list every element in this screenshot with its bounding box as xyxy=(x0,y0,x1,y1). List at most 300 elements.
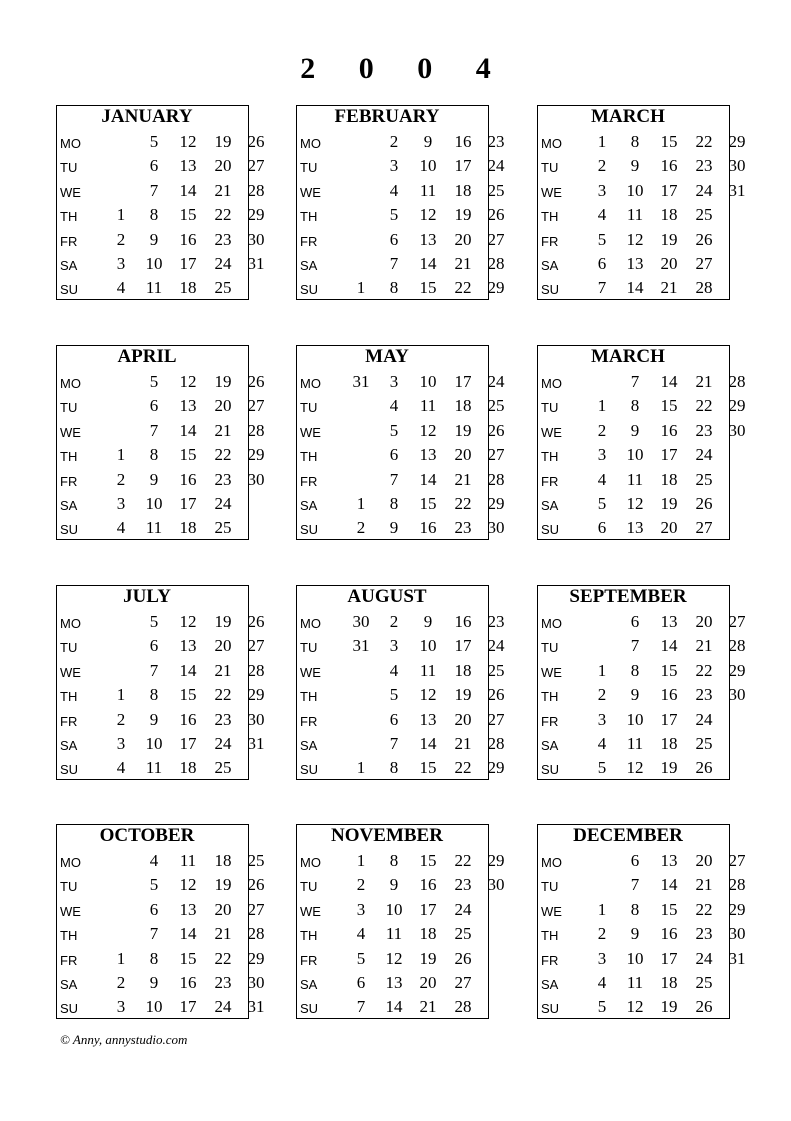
date-cell: 4 xyxy=(597,973,607,992)
date-cell: 4 xyxy=(356,924,366,944)
date-cell: 2 xyxy=(356,875,366,895)
week-day-row xyxy=(541,899,746,923)
weekday-label: MO xyxy=(541,855,562,870)
weekday-label: MO xyxy=(541,136,562,151)
date-cell: 1 xyxy=(116,685,126,705)
weekday-label: FR xyxy=(300,952,318,968)
date-cell: 3 xyxy=(389,636,399,656)
date-cell: 14 xyxy=(419,469,437,489)
date-cell: 18 xyxy=(179,518,197,538)
date-cell: 10 xyxy=(145,734,163,753)
week-day-row xyxy=(60,757,248,781)
week-day-row xyxy=(300,757,505,781)
week-day-row xyxy=(60,180,265,204)
date-cell: 23 xyxy=(487,132,505,151)
weekday-label: TH xyxy=(60,689,78,705)
weekday-label: SU xyxy=(300,282,319,298)
date-cell: 9 xyxy=(630,420,640,440)
date-cell: 22 xyxy=(454,758,472,778)
date-cell: 9 xyxy=(423,612,433,631)
date-cell: 10 xyxy=(145,997,163,1017)
week-day-row xyxy=(60,229,265,253)
weekday-label: SA xyxy=(541,258,559,273)
date-cell: 18 xyxy=(419,924,437,944)
weekday-label: SU xyxy=(300,762,319,778)
date-cell: 7 xyxy=(389,734,399,753)
date-cell: 23 xyxy=(695,420,713,440)
date-cell: 3 xyxy=(116,997,126,1017)
date-cell: 15 xyxy=(660,899,678,919)
weekday-label: TH xyxy=(60,209,78,225)
week-day-row xyxy=(300,493,505,517)
date-cell: 15 xyxy=(179,685,197,705)
date-cell: 3 xyxy=(116,254,126,273)
date-cell: 30 xyxy=(247,229,265,249)
week-day-row xyxy=(60,444,265,468)
date-cell: 14 xyxy=(660,875,678,895)
week-day-row xyxy=(300,709,505,733)
date-cell: 26 xyxy=(695,758,713,778)
week-day-row xyxy=(60,155,265,179)
weekday-label: TH xyxy=(541,209,559,225)
week-day-row xyxy=(60,709,265,733)
week-day-row xyxy=(300,899,488,923)
date-cell: 12 xyxy=(419,685,437,705)
date-cell: 16 xyxy=(454,612,472,631)
weekday-label: SA xyxy=(300,977,318,992)
date-cell: 2 xyxy=(116,973,126,992)
date-cell: 10 xyxy=(145,254,163,273)
week-day-row xyxy=(300,611,505,635)
date-cell: 29 xyxy=(487,494,505,513)
date-cell: 19 xyxy=(660,494,678,513)
date-cell: 8 xyxy=(149,948,159,968)
date-cell: 31 xyxy=(728,180,746,200)
date-cell: 7 xyxy=(356,997,366,1017)
week-day-row xyxy=(60,204,265,228)
date-cell: 25 xyxy=(695,734,713,753)
date-cell: 13 xyxy=(660,612,678,631)
weekday-label: FR xyxy=(300,233,318,249)
date-cell: 17 xyxy=(454,156,472,176)
weekday-label: WE xyxy=(300,664,321,680)
date-cell: 24 xyxy=(695,948,713,968)
week-day-row xyxy=(300,371,505,395)
date-cell: 16 xyxy=(179,973,197,992)
date-cell: 7 xyxy=(630,372,640,391)
date-cell: 7 xyxy=(630,636,640,656)
date-cell: 13 xyxy=(179,396,197,416)
date-cell: 30 xyxy=(487,875,505,895)
week-day-row xyxy=(60,850,265,874)
date-cell: 14 xyxy=(419,734,437,753)
date-cell: 26 xyxy=(247,372,265,391)
date-cell: 8 xyxy=(389,758,399,778)
weekday-label: SU xyxy=(60,1001,79,1017)
date-cell: 17 xyxy=(454,636,472,656)
date-cell: 20 xyxy=(214,899,232,919)
date-cell: 12 xyxy=(179,132,197,151)
date-cell: 11 xyxy=(419,180,437,200)
date-cell: 8 xyxy=(630,396,640,416)
month-block xyxy=(56,105,265,300)
date-cell: 2 xyxy=(597,420,607,440)
date-cell: 4 xyxy=(597,734,607,753)
date-cell: 5 xyxy=(149,132,159,151)
month-block xyxy=(56,824,265,1019)
week-day-row xyxy=(541,923,746,947)
date-cell: 5 xyxy=(389,420,399,440)
date-cell: 18 xyxy=(454,660,472,680)
week-day-row xyxy=(60,684,265,708)
date-cell: 27 xyxy=(728,612,746,631)
date-cell: 22 xyxy=(695,899,713,919)
date-cell: 4 xyxy=(116,278,126,298)
weekday-label: TH xyxy=(541,449,559,465)
weekday-label: FR xyxy=(60,713,78,729)
date-cell: 29 xyxy=(487,851,505,870)
date-cell: 3 xyxy=(356,899,366,919)
week-day-row xyxy=(60,899,265,923)
date-cell: 2 xyxy=(597,924,607,944)
weekday-label: WE xyxy=(300,903,321,919)
date-cell: 6 xyxy=(630,851,640,870)
weekday-label: TH xyxy=(60,449,78,465)
date-cell: 6 xyxy=(389,709,399,729)
weekday-label: WE xyxy=(300,184,321,200)
date-cell: 31 xyxy=(352,636,370,656)
date-cell: 11 xyxy=(145,518,163,538)
date-cell: 4 xyxy=(389,660,399,680)
weekday-label: MO xyxy=(300,136,321,151)
date-cell: 10 xyxy=(145,494,163,513)
date-cell: 1 xyxy=(356,278,366,298)
date-cell: 13 xyxy=(179,156,197,176)
date-cell: 28 xyxy=(695,278,713,298)
date-cell: 8 xyxy=(389,278,399,298)
date-cell: 19 xyxy=(660,997,678,1017)
date-cell: 13 xyxy=(419,229,437,249)
date-cell: 14 xyxy=(385,997,403,1017)
date-cell: 18 xyxy=(660,734,678,753)
date-cell: 9 xyxy=(149,709,159,729)
date-cell: 12 xyxy=(179,875,197,895)
date-cell: 28 xyxy=(487,734,505,753)
week-day-row xyxy=(60,611,265,635)
week-day-row xyxy=(541,660,746,684)
date-cell: 30 xyxy=(247,973,265,992)
date-cell: 25 xyxy=(214,758,232,778)
date-cell: 21 xyxy=(660,278,678,298)
date-cell: 22 xyxy=(695,132,713,151)
month-name: MARCH xyxy=(591,106,665,127)
date-cell: 10 xyxy=(626,180,644,200)
date-cell: 29 xyxy=(728,660,746,680)
month-block xyxy=(296,824,505,1019)
date-cell: 15 xyxy=(660,396,678,416)
weekday-label: TU xyxy=(541,160,559,176)
date-cell: 22 xyxy=(695,396,713,416)
week-day-row xyxy=(60,517,248,541)
date-cell: 8 xyxy=(630,660,640,680)
date-cell: 3 xyxy=(597,445,607,465)
date-cell: 9 xyxy=(389,875,399,895)
date-cell: 20 xyxy=(454,229,472,249)
date-cell: 25 xyxy=(214,518,232,538)
date-cell: 15 xyxy=(660,660,678,680)
date-cell: 16 xyxy=(179,469,197,489)
date-cell: 20 xyxy=(695,612,713,631)
weekday-label: WE xyxy=(541,184,562,200)
weekday-label: TU xyxy=(300,160,318,176)
weekday-label: SA xyxy=(541,738,559,753)
date-cell: 8 xyxy=(389,851,399,870)
date-cell: 24 xyxy=(695,709,713,729)
week-day-row xyxy=(60,948,265,972)
week-day-row xyxy=(541,371,746,395)
week-day-row xyxy=(541,253,729,277)
week-day-row xyxy=(60,972,265,996)
date-cell: 14 xyxy=(179,924,197,944)
month-name: APRIL xyxy=(117,346,177,367)
date-cell: 7 xyxy=(149,660,159,680)
week-day-row xyxy=(60,874,265,898)
date-cell: 17 xyxy=(419,899,437,919)
date-cell: 27 xyxy=(487,229,505,249)
weekday-label: TU xyxy=(60,160,78,176)
week-day-row xyxy=(300,395,505,419)
date-cell: 18 xyxy=(214,851,232,870)
weekday-label: TU xyxy=(541,400,559,416)
date-cell: 22 xyxy=(214,205,232,225)
month-block xyxy=(296,105,505,300)
date-cell: 11 xyxy=(419,396,437,416)
date-cell: 8 xyxy=(630,132,640,151)
date-cell: 6 xyxy=(389,229,399,249)
month-block xyxy=(537,105,746,300)
weekday-label: SA xyxy=(541,498,559,513)
week-day-row xyxy=(541,733,729,757)
date-cell: 24 xyxy=(214,997,232,1017)
date-cell: 25 xyxy=(247,851,265,870)
date-cell: 9 xyxy=(423,132,433,151)
date-cell: 16 xyxy=(454,132,472,151)
week-day-row xyxy=(300,469,505,493)
date-cell: 18 xyxy=(179,278,197,298)
date-cell: 7 xyxy=(149,180,159,200)
date-cell: 28 xyxy=(728,636,746,656)
date-cell: 30 xyxy=(247,469,265,489)
week-day-row xyxy=(541,420,746,444)
date-cell: 17 xyxy=(454,372,472,391)
week-day-row xyxy=(300,229,505,253)
weekday-label: SA xyxy=(300,498,318,513)
date-cell: 3 xyxy=(597,180,607,200)
date-cell: 4 xyxy=(597,205,607,225)
weekday-label: MO xyxy=(300,855,321,870)
date-cell: 1 xyxy=(597,132,607,151)
week-day-row xyxy=(541,229,729,253)
date-cell: 11 xyxy=(145,758,163,778)
date-cell: 17 xyxy=(179,734,197,753)
date-cell: 9 xyxy=(630,156,640,176)
date-cell: 20 xyxy=(214,156,232,176)
date-cell: 25 xyxy=(695,469,713,489)
weekday-label: TU xyxy=(300,400,318,416)
weekday-label: SU xyxy=(60,522,79,538)
weekday-label: MO xyxy=(60,855,81,870)
date-cell: 9 xyxy=(149,469,159,489)
date-cell: 14 xyxy=(419,254,437,273)
date-cell: 18 xyxy=(660,205,678,225)
weekday-label: SU xyxy=(541,762,560,778)
week-day-row xyxy=(60,371,265,395)
date-cell: 6 xyxy=(149,899,159,919)
weekday-label: SU xyxy=(541,522,560,538)
date-cell: 4 xyxy=(597,469,607,489)
date-cell: 17 xyxy=(660,709,678,729)
month-block xyxy=(537,824,746,1019)
date-cell: 27 xyxy=(487,445,505,465)
weekday-label: TU xyxy=(541,640,559,656)
date-cell: 5 xyxy=(597,997,607,1017)
weekday-label: TU xyxy=(60,879,78,895)
week-day-row xyxy=(300,660,505,684)
date-cell: 12 xyxy=(179,372,197,391)
date-cell: 1 xyxy=(597,899,607,919)
date-cell: 31 xyxy=(247,734,265,753)
date-cell: 16 xyxy=(660,156,678,176)
date-cell: 8 xyxy=(149,445,159,465)
date-cell: 15 xyxy=(179,205,197,225)
date-cell: 15 xyxy=(419,851,437,870)
date-cell: 13 xyxy=(179,636,197,656)
week-day-row xyxy=(541,850,746,874)
date-cell: 2 xyxy=(389,132,399,151)
date-cell: 17 xyxy=(660,180,678,200)
date-cell: 4 xyxy=(116,758,126,778)
date-cell: 1 xyxy=(116,948,126,968)
week-day-row xyxy=(541,180,746,204)
date-cell: 26 xyxy=(454,948,472,968)
weekday-label: TU xyxy=(541,879,559,895)
date-cell: 15 xyxy=(419,758,437,778)
week-day-row xyxy=(60,733,265,757)
date-cell: 11 xyxy=(419,660,437,680)
weekday-label: WE xyxy=(541,664,562,680)
date-cell: 27 xyxy=(695,518,713,538)
date-cell: 7 xyxy=(149,924,159,944)
week-day-row xyxy=(541,493,729,517)
week-day-row xyxy=(300,420,505,444)
month-name: NOVEMBER xyxy=(331,825,443,846)
date-cell: 21 xyxy=(214,924,232,944)
date-cell: 28 xyxy=(247,420,265,440)
date-cell: 31 xyxy=(352,372,370,391)
date-cell: 23 xyxy=(454,875,472,895)
date-cell: 29 xyxy=(247,205,265,225)
date-cell: 17 xyxy=(660,445,678,465)
date-cell: 5 xyxy=(149,372,159,391)
week-day-row xyxy=(541,155,746,179)
date-cell: 3 xyxy=(597,709,607,729)
date-cell: 23 xyxy=(695,924,713,944)
date-cell: 13 xyxy=(385,973,403,992)
week-day-row xyxy=(60,420,265,444)
week-day-row xyxy=(60,277,248,301)
date-cell: 27 xyxy=(247,899,265,919)
date-cell: 5 xyxy=(149,875,159,895)
month-block xyxy=(56,345,265,540)
week-day-row xyxy=(300,850,505,874)
weekday-label: WE xyxy=(60,903,81,919)
copyright-footer: © Anny, annystudio.com xyxy=(60,1032,188,1047)
week-day-row xyxy=(541,395,746,419)
date-cell: 6 xyxy=(597,518,607,538)
date-cell: 1 xyxy=(356,494,366,513)
date-cell: 5 xyxy=(389,685,399,705)
date-cell: 23 xyxy=(214,709,232,729)
date-cell: 26 xyxy=(487,685,505,705)
weekday-label: WE xyxy=(60,664,81,680)
weekday-label: SU xyxy=(541,1001,560,1017)
date-cell: 22 xyxy=(214,445,232,465)
date-cell: 30 xyxy=(728,924,746,944)
date-cell: 1 xyxy=(356,758,366,778)
month-name: JULY xyxy=(123,586,171,607)
date-cell: 30 xyxy=(487,518,505,538)
date-cell: 6 xyxy=(597,254,607,273)
date-cell: 12 xyxy=(385,948,403,968)
week-day-row xyxy=(60,131,265,155)
weekday-label: SU xyxy=(60,282,79,298)
date-cell: 21 xyxy=(214,180,232,200)
date-cell: 27 xyxy=(487,709,505,729)
date-cell: 20 xyxy=(660,518,678,538)
date-cell: 7 xyxy=(389,469,399,489)
date-cell: 8 xyxy=(149,205,159,225)
date-cell: 2 xyxy=(356,518,366,538)
date-cell: 10 xyxy=(385,899,403,919)
date-cell: 23 xyxy=(487,612,505,631)
date-cell: 9 xyxy=(630,685,640,705)
date-cell: 30 xyxy=(352,612,370,631)
date-cell: 2 xyxy=(597,685,607,705)
date-cell: 3 xyxy=(116,734,126,753)
date-cell: 1 xyxy=(356,851,366,870)
date-cell: 31 xyxy=(247,254,265,273)
date-cell: 23 xyxy=(695,685,713,705)
weekday-label: TH xyxy=(300,689,318,705)
date-cell: 22 xyxy=(454,851,472,870)
date-cell: 24 xyxy=(214,494,232,513)
month-name: OCTOBER xyxy=(99,825,195,846)
date-cell: 25 xyxy=(487,396,505,416)
date-cell: 7 xyxy=(597,278,607,298)
year-title: 2 0 0 4 xyxy=(300,52,509,85)
date-cell: 3 xyxy=(597,948,607,968)
month-name: DECEMBER xyxy=(573,825,683,846)
date-cell: 8 xyxy=(630,899,640,919)
date-cell: 14 xyxy=(179,660,197,680)
weekday-label: TU xyxy=(300,879,318,895)
week-day-row xyxy=(541,874,746,898)
date-cell: 13 xyxy=(179,899,197,919)
date-cell: 20 xyxy=(419,973,437,992)
week-day-row xyxy=(300,131,505,155)
date-cell: 12 xyxy=(179,612,197,631)
month-name: SEPTEMBER xyxy=(569,586,687,607)
